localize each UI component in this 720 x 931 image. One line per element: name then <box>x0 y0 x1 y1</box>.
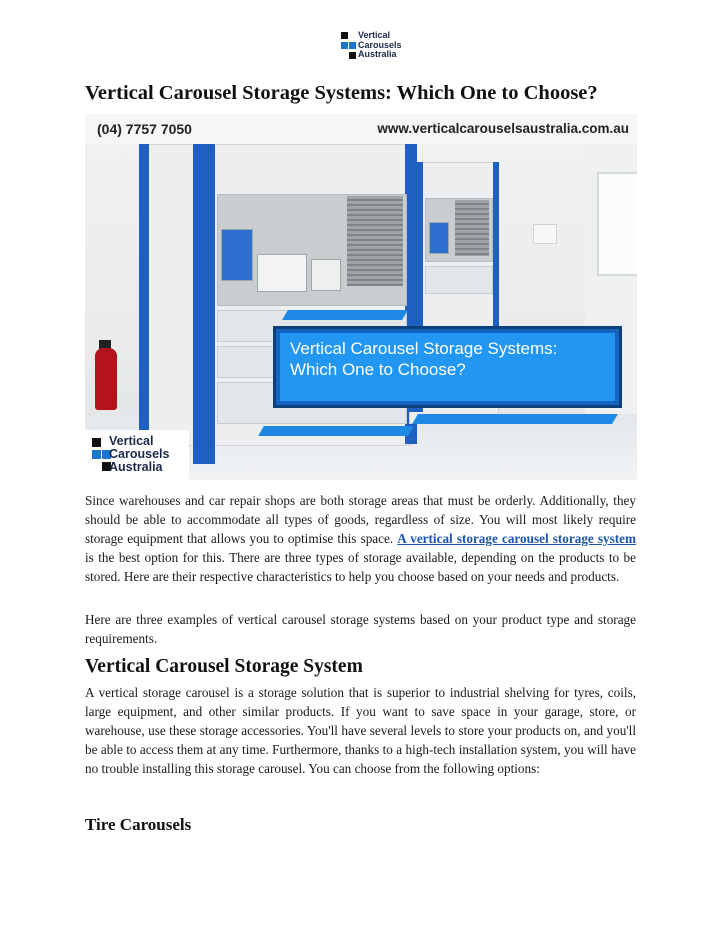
shutter <box>347 196 403 286</box>
hero-banner <box>273 326 622 408</box>
hero-logo-line-2: Carousels <box>109 447 170 461</box>
logo-square-icon <box>341 42 348 49</box>
logo-square-icon <box>349 52 356 59</box>
subheading-tire-carousels: Tire Carousels <box>85 815 192 834</box>
hero-website: www.verticalcarouselsaustralia.com.au <box>377 121 629 136</box>
hero-phone: (04) 7757 7050 <box>97 121 192 137</box>
logo-line-1: Vertical <box>358 30 391 40</box>
vertical-storage-carousel-link[interactable]: A vertical storage carousel storage system <box>397 531 636 546</box>
storage-bin <box>429 222 449 254</box>
decor-stripe <box>282 310 408 320</box>
logo-square-icon <box>92 438 101 447</box>
shutter <box>455 200 489 256</box>
decor-stripe <box>258 426 414 436</box>
logo-square-icon <box>92 450 101 459</box>
examples-paragraph: Here are three examples of vertical carousel storage systems based on your product type and storage requirements. <box>85 612 636 646</box>
section-heading: Vertical Carousel Storage System <box>85 656 363 677</box>
logo-square-icon <box>349 42 356 49</box>
hero-logo-line-1: Vertical <box>109 434 154 448</box>
drawer <box>425 266 493 294</box>
logo-square-icon <box>341 32 348 39</box>
hero-logo-line-3: Australia <box>109 460 163 474</box>
fire-extinguisher-icon <box>95 348 117 410</box>
storage-box <box>257 254 307 292</box>
window <box>597 172 637 276</box>
banner-line-2: Which One to Choose? <box>290 360 466 379</box>
section-paragraph: A vertical storage carousel is a storage solution that is superior to industrial shelving for tyres, coils, large equipment, and other similar products. If you want to save space in your garage, store, or warehouse, use these storage accessories. You'll have several levels to store your products on, and you'll be able to access them at any time. Furthermore, thanks to a high-tech installation system, you will have no trouble installing this storage carousel. You can choose from the following options: <box>85 685 636 776</box>
top-logo <box>341 31 421 61</box>
logo-line-2: Carousels <box>358 39 402 50</box>
decor-stripe <box>412 414 618 424</box>
storage-box <box>311 259 341 291</box>
logo-line-3: Australia <box>358 49 397 59</box>
banner-line-1: Vertical Carousel Storage Systems: <box>290 339 558 358</box>
page-title: Vertical Carousel Storage Systems: Which One to Choose? <box>85 82 598 104</box>
hero-logo <box>85 430 189 480</box>
wall-outlet <box>533 224 557 244</box>
hero-image <box>85 114 637 480</box>
intro-paragraph: Since warehouses and car repair shops are both storage areas that must be orderly. Additionally, they should be able to accommodate all types of goods, regardless of size. You will most likely require storage equipment that allows you to optimise this space. A vertical storage carousel storage system is the best option for this. There are three types of storage available, depending on the products to be stored. Here are their respective characteristics to help you choose based on your needs and products. <box>85 493 636 584</box>
storage-bin <box>221 229 253 281</box>
